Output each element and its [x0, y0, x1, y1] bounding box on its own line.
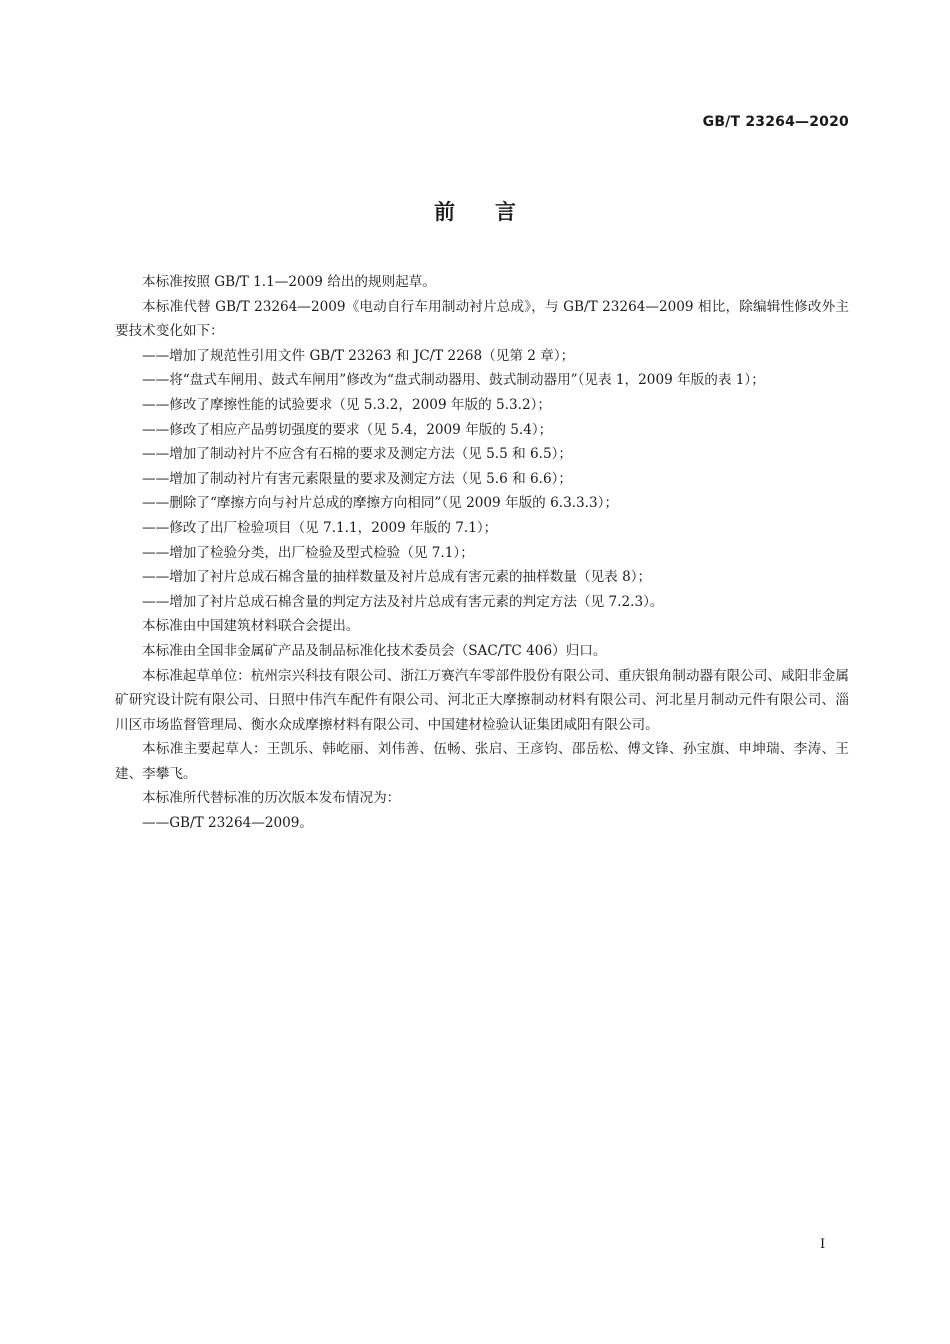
- paragraph: 本标准按照 GB/T 1.1—2009 给出的规则起草。: [142, 274, 436, 290]
- change-list-item: ——增加了制动衬片不应含有石棉的要求及测定方法（见 5.5 和 6.5）；: [142, 446, 573, 463]
- change-list-item: ——删除了“摩擦方向与衬片总成的摩擦方向相同”（见 2009 年版的 6.3.3.3）；: [142, 495, 619, 512]
- paragraph: 本标准所代替标准的历次版本发布情况为：: [142, 790, 401, 807]
- paragraph: 本标准起草单位：杭州宗兴科技有限公司、浙江万赛汽车零部件股份有限公司、重庆银角制动器有限公司、咸阳非金属矿研究设计院有限公司、日照中伟汽车配件有限公司、河北正大摩擦制动材料有限公司、河北星月制动元件有限公司、淄川区市场监督管理局、衡水众成摩擦材料有限公司、中国建材检验认证集团咸阳有限公司。: [115, 667, 849, 733]
- foreword-body: [115, 270, 849, 836]
- change-list-item: ——修改了相应产品剪切强度的要求（见 5.4，2009 年版的 5.4）；: [142, 421, 553, 438]
- change-list-item: ——修改了摩擦性能的试验要求（见 5.3.2，2009 年版的 5.3.2）；: [142, 396, 551, 413]
- change-list-item: ——GB/T 23264—2009。: [142, 815, 314, 832]
- change-list-item: ——增加了规范性引用文件 GB/T 23263 和 JC/T 2268（见第 2 章）；: [142, 347, 575, 364]
- paragraph: 本标准代替 GB/T 23264—2009《电动自行车用制动衬片总成》，与 GB/T 23264—2009 相比，除编辑性修改外主要技术变化如下：: [115, 298, 849, 340]
- change-list-item: ——修改了出厂检验项目（见 7.1.1，2009 年版的 7.1）；: [142, 519, 498, 536]
- change-list-item: ——增加了衬片总成石棉含量的抽样数量及衬片总成有害元素的抽样数量（见表 8）；: [142, 569, 652, 586]
- change-list-item: ——增加了制动衬片有害元素限量的要求及测定方法（见 5.6 和 6.6）；: [142, 470, 573, 487]
- paragraph: 本标准由中国建筑材料联合会提出。: [142, 618, 360, 635]
- paragraph: 本标准主要起草人：王凯乐、韩屹丽、刘伟善、伍畅、张启、王彦钧、邵岳松、傅文锋、孙宝旗、申坤瑞、李涛、王建、李攀飞。: [115, 741, 849, 782]
- standard-number: GB/T 23264—2020: [702, 114, 849, 130]
- change-list-item: ——增加了检验分类，出厂检验及型式检验（见 7.1）；: [142, 544, 474, 561]
- change-list-item: ——将“盘式车闸用、鼓式车闸用”修改为“盘式制动器用、鼓式制动器用”（见表 1，2009 年版的表 1）；: [142, 372, 765, 389]
- paragraph: 本标准由全国非金属矿产品及制品标准化技术委员会（SAC/TC 406）归口。: [142, 642, 607, 659]
- page-title: 前言: [434, 200, 556, 224]
- page-number: I: [820, 1237, 826, 1252]
- change-list-item: ——增加了衬片总成石棉含量的判定方法及衬片总成有害元素的判定方法（见 7.2.3）。: [142, 593, 664, 610]
